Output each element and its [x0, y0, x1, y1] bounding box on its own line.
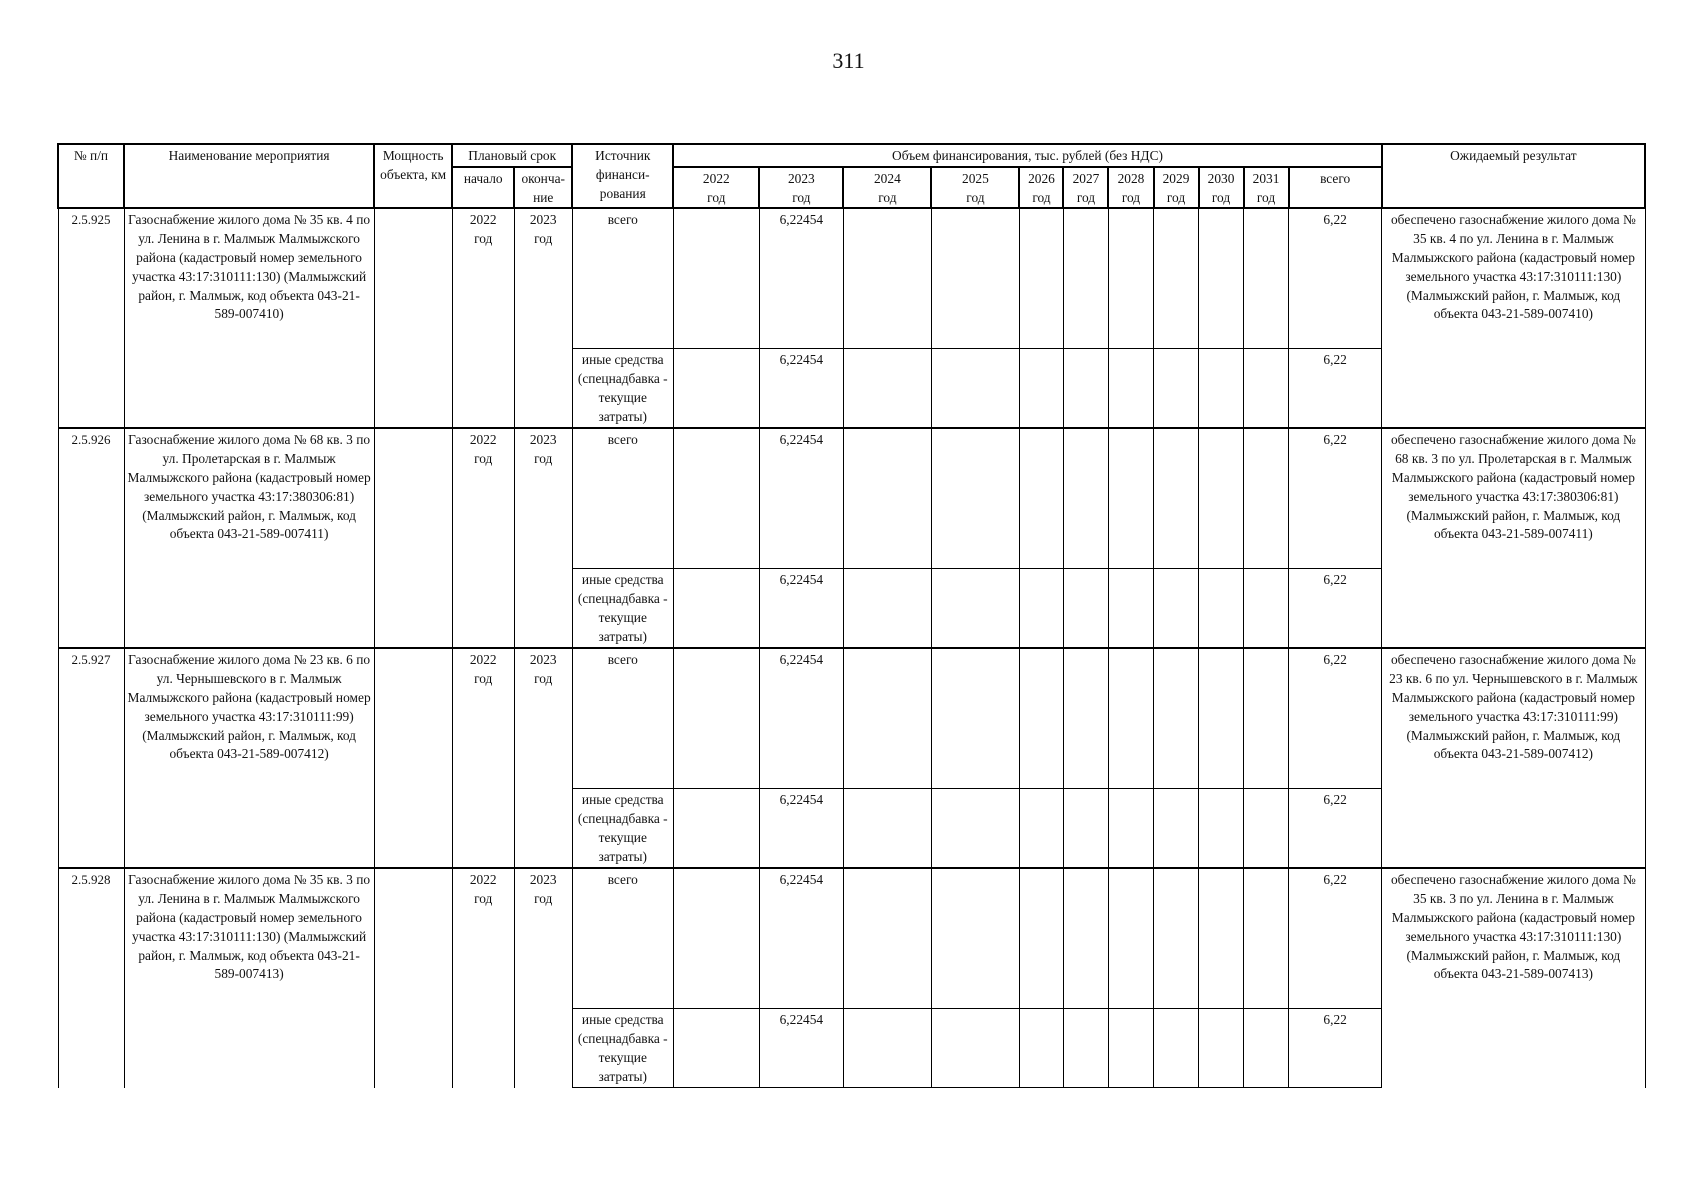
header-year-2028: 2028 год — [1108, 167, 1153, 209]
activity-name: Газоснабжение жилого дома № 35 кв. 3 по ул. Ленина в г. Малмыж Малмыжского района (кадастровый номер земельного участка 43:17:310111:130) (Малмыжский район, г. Малмыж, код объекта 043-21-589-007413) — [124, 868, 374, 1088]
value-2025 — [931, 648, 1019, 789]
start-cell: 2022 год — [452, 648, 514, 868]
expected-result: обеспечено газоснабжение жилого дома № 35 кв. 3 по ул. Ленина в г. Малмыж Малмыжского района (кадастровый номер земельного участка 43:17:310111:130) (Малмыжский район, г. Малмыж, код объекта 043-21-589-007413) — [1382, 868, 1645, 1088]
value-2030 — [1199, 648, 1244, 789]
value-2024 — [843, 868, 931, 1009]
value-2030 — [1199, 868, 1244, 1009]
value-2026 — [1019, 349, 1063, 429]
value-2025 — [931, 868, 1019, 1009]
value-2028 — [1108, 789, 1153, 869]
value-2028 — [1108, 569, 1153, 649]
value-2026 — [1019, 648, 1063, 789]
activity-name: Газоснабжение жилого дома № 35 кв. 4 по ул. Ленина в г. Малмыж Малмыжского района (кадастровый номер земельного участка 43:17:310111:130) (Малмыжский район, г. Малмыж, код объекта 043-21-589-007410) — [124, 208, 374, 428]
value-2022 — [673, 428, 759, 569]
value-2028 — [1108, 648, 1153, 789]
value-2024 — [843, 569, 931, 649]
source-total: всего — [572, 208, 673, 349]
value-2029 — [1154, 648, 1199, 789]
capacity-cell — [374, 208, 452, 428]
value-2026 — [1019, 1009, 1063, 1088]
table-row — [58, 868, 1645, 1009]
source-other: иные средства (спецнадбавка - текущие затраты) — [572, 349, 673, 429]
value-2030 — [1199, 569, 1244, 649]
value-2025 — [931, 349, 1019, 429]
value-2022 — [673, 1009, 759, 1088]
value-2023: 6,22454 — [759, 208, 843, 349]
end-cell: 2023 год — [514, 428, 572, 648]
header-result: Ожидаемый результат — [1382, 144, 1645, 208]
value-2030 — [1199, 428, 1244, 569]
value-sum: 6,22 — [1289, 789, 1382, 869]
start-cell: 2022 год — [452, 428, 514, 648]
table-body — [58, 208, 1645, 1088]
header-total: всего — [1289, 167, 1382, 209]
value-2025 — [931, 1009, 1019, 1088]
value-2031 — [1244, 648, 1289, 789]
table-row — [58, 428, 1645, 569]
source-total: всего — [572, 428, 673, 569]
value-2029 — [1154, 1009, 1199, 1088]
table-row — [58, 208, 1645, 349]
expected-result: обеспечено газоснабжение жилого дома № 68 кв. 3 по ул. Пролетарская в г. Малмыж Малмыжского района (кадастровый номер земельного участка 43:17:380306:81) (Малмыжский район, г. Малмыж, код объекта 043-21-589-007411) — [1382, 428, 1645, 648]
value-2029 — [1154, 789, 1199, 869]
header-source: Источник финанси-рования — [572, 144, 673, 208]
value-2028 — [1108, 428, 1153, 569]
value-2023: 6,22454 — [759, 349, 843, 429]
value-sum: 6,22 — [1289, 569, 1382, 649]
value-2030 — [1199, 349, 1244, 429]
expected-result: обеспечено газоснабжение жилого дома № 35 кв. 4 по ул. Ленина в г. Малмыж Малмыжского района (кадастровый номер земельного участка 43:17:310111:130) (Малмыжский район, г. Малмыж, код объекта 043-21-589-007410) — [1382, 208, 1645, 428]
value-2027 — [1063, 1009, 1108, 1088]
value-2024 — [843, 349, 931, 429]
page-number: 311 — [832, 48, 865, 73]
value-2029 — [1154, 208, 1199, 349]
header-num: № п/п — [58, 144, 124, 208]
source-total: всего — [572, 648, 673, 789]
value-2027 — [1063, 648, 1108, 789]
header-planned-term: Плановый срок — [452, 144, 572, 167]
value-2029 — [1154, 428, 1199, 569]
value-2023: 6,22454 — [759, 648, 843, 789]
value-2022 — [673, 868, 759, 1009]
capacity-cell — [374, 868, 452, 1088]
value-2024 — [843, 428, 931, 569]
financing-table — [57, 143, 1646, 1088]
value-2031 — [1244, 1009, 1289, 1088]
value-2024 — [843, 648, 931, 789]
value-2022 — [673, 349, 759, 429]
value-2031 — [1244, 208, 1289, 349]
value-2026 — [1019, 868, 1063, 1009]
value-2031 — [1244, 569, 1289, 649]
header-start: начало — [452, 167, 514, 209]
value-2026 — [1019, 428, 1063, 569]
value-2022 — [673, 569, 759, 649]
value-2028 — [1108, 868, 1153, 1009]
value-2027 — [1063, 349, 1108, 429]
header-year-2030: 2030 год — [1199, 167, 1244, 209]
value-2027 — [1063, 208, 1108, 349]
header-capacity: Мощность объекта, км — [374, 144, 452, 208]
header-year-2029: 2029 год — [1154, 167, 1199, 209]
header-name: Наименование мероприятия — [124, 144, 374, 208]
source-total: всего — [572, 868, 673, 1009]
value-2027 — [1063, 789, 1108, 869]
row-number: 2.5.928 — [58, 868, 124, 1088]
value-2022 — [673, 789, 759, 869]
header-year-2027: 2027 год — [1063, 167, 1108, 209]
value-sum: 6,22 — [1289, 428, 1382, 569]
value-2025 — [931, 428, 1019, 569]
value-sum: 6,22 — [1289, 1009, 1382, 1088]
value-2027 — [1063, 428, 1108, 569]
value-2030 — [1199, 208, 1244, 349]
capacity-cell — [374, 648, 452, 868]
value-2029 — [1154, 349, 1199, 429]
row-number: 2.5.926 — [58, 428, 124, 648]
value-2026 — [1019, 569, 1063, 649]
header-year-2026: 2026 год — [1019, 167, 1063, 209]
value-2025 — [931, 789, 1019, 869]
end-cell: 2023 год — [514, 868, 572, 1088]
header-year-2025: 2025 год — [931, 167, 1019, 209]
value-2029 — [1154, 868, 1199, 1009]
value-2028 — [1108, 208, 1153, 349]
value-2029 — [1154, 569, 1199, 649]
header-year-2024: 2024 год — [843, 167, 931, 209]
header-year-2022: 2022 год — [673, 167, 759, 209]
value-2028 — [1108, 1009, 1153, 1088]
value-2030 — [1199, 1009, 1244, 1088]
start-cell: 2022 год — [452, 208, 514, 428]
value-2023: 6,22454 — [759, 428, 843, 569]
value-2026 — [1019, 789, 1063, 869]
value-sum: 6,22 — [1289, 868, 1382, 1009]
value-sum: 6,22 — [1289, 648, 1382, 789]
header-year-2023: 2023 год — [759, 167, 843, 209]
value-sum: 6,22 — [1289, 349, 1382, 429]
value-2023: 6,22454 — [759, 569, 843, 649]
source-other: иные средства (спецнадбавка - текущие затраты) — [572, 569, 673, 649]
value-2024 — [843, 208, 931, 349]
end-cell: 2023 год — [514, 648, 572, 868]
value-2031 — [1244, 428, 1289, 569]
value-2027 — [1063, 569, 1108, 649]
header-volume: Объем финансирования, тыс. рублей (без НДС) — [673, 144, 1381, 167]
row-number: 2.5.925 — [58, 208, 124, 428]
value-2023: 6,22454 — [759, 868, 843, 1009]
value-2028 — [1108, 349, 1153, 429]
value-2031 — [1244, 789, 1289, 869]
source-other: иные средства (спецнадбавка - текущие затраты) — [572, 789, 673, 869]
value-2022 — [673, 208, 759, 349]
value-2023: 6,22454 — [759, 1009, 843, 1088]
activity-name: Газоснабжение жилого дома № 23 кв. 6 по ул. Чернышевского в г. Малмыж Малмыжского района (кадастровый номер земельного участка 43:17:310111:99) (Малмыжский район, г. Малмыж, код объекта 043-21-589-007412) — [124, 648, 374, 868]
table-row — [58, 648, 1645, 789]
expected-result: обеспечено газоснабжение жилого дома № 23 кв. 6 по ул. Чернышевского в г. Малмыж Малмыжского района (кадастровый номер земельного участка 43:17:310111:99) (Малмыжский район, г. Малмыж, код объекта 043-21-589-007412) — [1382, 648, 1645, 868]
value-2031 — [1244, 868, 1289, 1009]
source-other: иные средства (спецнадбавка - текущие затраты) — [572, 1009, 673, 1088]
value-2030 — [1199, 789, 1244, 869]
value-2026 — [1019, 208, 1063, 349]
value-2023: 6,22454 — [759, 789, 843, 869]
value-sum: 6,22 — [1289, 208, 1382, 349]
value-2024 — [843, 1009, 931, 1088]
value-2024 — [843, 789, 931, 869]
header-end: оконча-ние — [514, 167, 572, 209]
value-2027 — [1063, 868, 1108, 1009]
start-cell: 2022 год — [452, 868, 514, 1088]
value-2022 — [673, 648, 759, 789]
end-cell: 2023 год — [514, 208, 572, 428]
table-header — [58, 144, 1645, 208]
value-2025 — [931, 208, 1019, 349]
row-number: 2.5.927 — [58, 648, 124, 868]
header-year-2031: 2031 год — [1244, 167, 1289, 209]
value-2031 — [1244, 349, 1289, 429]
value-2025 — [931, 569, 1019, 649]
activity-name: Газоснабжение жилого дома № 68 кв. 3 по ул. Пролетарская в г. Малмыж Малмыжского района (кадастровый номер земельного участка 43:17:380306:81) (Малмыжский район, г. Малмыж, код объекта 043-21-589-007411) — [124, 428, 374, 648]
capacity-cell — [374, 428, 452, 648]
